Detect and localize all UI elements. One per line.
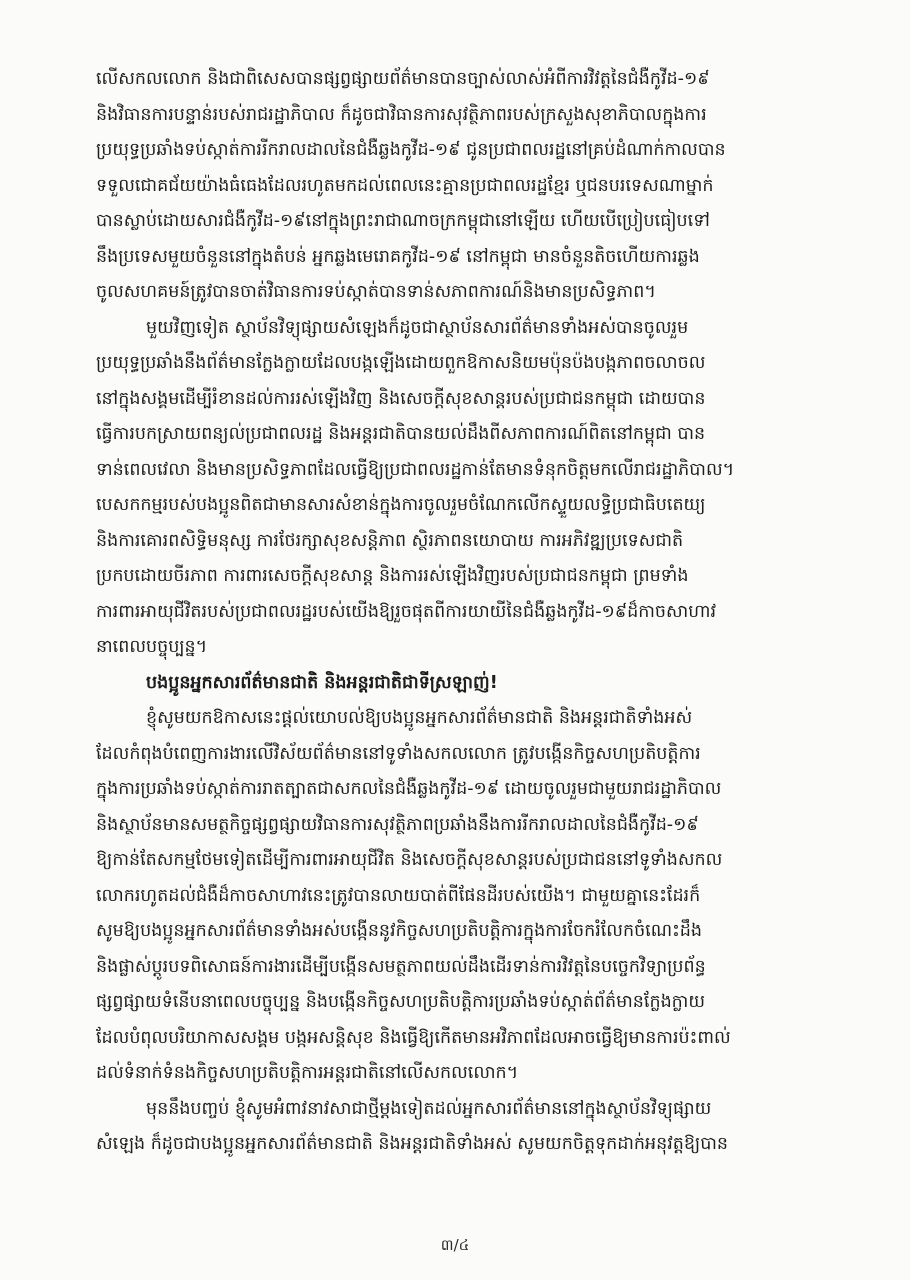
text-line: សូមឱ្យបងប្អូនអ្នកសារព័ត៌មានទាំងអស់បង្កើននូវកិច្ចសហប្រតិបត្តិការក្នុងការចែករំលែកចំណេះដឹង (96, 921, 703, 941)
text-line: ដែលកំពុងបំពេញការងារលើវិស័យព័ត៌មាននៅទូទាំងសកលលោក ត្រូវបង្កើនកិច្ចសហប្រតិបត្តិការ (96, 743, 701, 764)
section-heading: បងប្អូនអ្នកសារព័ត៌មានជាតិ និងអន្តរជាតិជាទីស្រឡាញ់! (146, 672, 498, 693)
text-line: ប្រយុទ្ធប្រឆាំងនឹងព័ត៌មានក្លែងក្លាយដែលបង្កឡើងដោយពួកឱកាសនិយមប៉ុនប៉ងបង្កភាពចលាចល (96, 353, 706, 373)
document-body (96, 62, 824, 1163)
text-line: នៅក្នុងសង្គមដើម្បីរំខានដល់ការរស់ឡើងវិញ និងសេចក្តីសុខសាន្តរបស់ប្រជាជនកម្ពុជា ដោយបាន (96, 388, 706, 409)
text-line: ការពារអាយុជីវិតរបស់ប្រជាពលរដ្ឋរបស់យើងឱ្យរួចផុតពីការយាយីនៃជំងឺឆ្លងកូវីដ-១៩ដ៏កាចសាហាវ (96, 601, 717, 622)
text-line: លើសកលលោក និងជាពិសេសបានផ្សព្វផ្សាយព័ត៌មានបានច្បាស់លាស់អំពីការវិវត្តនៃជំងឺកូវីដ-១៩ (96, 69, 710, 89)
text-line: ប្រកបដោយចីរភាព ការពារសេចក្តីសុខសាន្ត និងការរស់ឡើងវិញរបស់ប្រជាជនកម្ពុជា ព្រមទាំង (96, 566, 689, 586)
text-line: ទទួលជោគជ័យយ៉ាងធំធេងដែលរហូតមកដល់ពេលនេះគ្មានប្រជាពលរដ្ឋខ្មែរ ឬជនបរទេសណាម្នាក់ (96, 175, 714, 196)
text-line: ធ្វើការបកស្រាយពន្យល់ប្រជាពលរដ្ឋ និងអន្តរជាតិបានយល់ដឹងពីសភាពការណ៍ពិតនៅកម្ពុជា បាន (96, 424, 706, 444)
text-line: ដែលបំពុលបរិយាកាសសង្គម បង្កអសន្តិសុខ និងធ្វើឱ្យកើតមានអវិភាពដែលអាចធ្វើឱ្យមានការប៉ះពាល់ (96, 1027, 731, 1048)
text-line: សំឡេង ក៏ដូចជាបងប្អូនអ្នកសារព័ត៌មានជាតិ និងអន្តរជាតិទាំងអស់ សូមយកចិត្តទុកដាក់អនុវត្តឱ្យបាន (96, 1134, 729, 1154)
page-number: ៣/៤ (440, 1236, 470, 1254)
text-line: និងវិធានការបន្ទាន់របស់រាជរដ្ឋាភិបាល ក៏ដូចជាវិធានការសុវត្ថិភាពរបស់ក្រសួងសុខាភិបាលក្នុងការ (96, 104, 707, 125)
text-line: ផ្សព្វផ្សាយទំនើបនាពេលបច្ចុប្បន្ន និងបង្កើនកិច្ចសហប្រតិបត្តិការប្រឆាំងទប់ស្កាត់ព័ត៌មានក្លែងក្លាយ (96, 992, 706, 1012)
text-line: លោករហូតដល់ជំងឺដ៏កាចសាហាវនេះត្រូវបានលាយបាត់ពីផែនដីរបស់យើង។ ជាមួយគ្នានេះដែរក៏ (96, 885, 701, 906)
text-line: ឱ្យកាន់តែសកម្មថែមទៀតដើម្បីការពារអាយុជីវិត និងសេចក្តីសុខសាន្តរបស់ប្រជាជននៅទូទាំងសកល (96, 850, 723, 870)
text-line: ចូលសហគមន៍ត្រូវបានចាត់វិធានការទប់ស្កាត់បានទាន់សភាពការណ៍និងមានប្រសិទ្ធភាព។ (96, 282, 656, 302)
text-line: ដល់ទំនាក់ទំនងកិច្ចសហប្រតិបត្តិការអន្តរជាតិនៅលើសកលលោក។ (96, 1063, 519, 1083)
paragraph-first-line: ខ្ញុំសូមយកឱកាសនេះផ្តល់យោបល់ឱ្យបងប្អូនអ្នកសារព័ត៌មានជាតិ និងអន្តរជាតិទាំងអស់ (146, 708, 693, 728)
text-line: និងស្ថាប័នមានសមត្ថកិច្ចផ្សព្វផ្សាយវិធានការសុវត្ថិភាពប្រឆាំងនឹងការរីករាលដាលនៃជំងឺកូវីដ-១៩ (96, 814, 699, 835)
text-line: បានស្លាប់ដោយសារជំងឺកូវីដ-១៩នៅក្នុងព្រះរាជាណាចក្រកម្ពុជានៅឡើយ ហើយបើប្រៀបធៀបទៅ (96, 211, 710, 231)
text-line: ទាន់ពេលវេលា និងមានប្រសិទ្ធភាពដែលធ្វើឱ្យប្រជាពលរដ្ឋកាន់តែមានទំនុកចិត្តមកលើរាជរដ្ឋាភិបាល។ (96, 459, 735, 480)
text-line: និងការគោរពសិទ្ធិមនុស្ស ការថែរក្សាសុខសន្តិភាព ស្ថិរភាពនយោបាយ ការអភិវឌ្ឍប្រទេសជាតិ (96, 530, 684, 551)
text-line: បេសកកម្មរបស់បងប្អូនពិតជាមានសារសំខាន់ក្នុងការចូលរួមចំណែកលើកស្ទួយលទ្ធិប្រជាធិបតេយ្យ (96, 495, 706, 515)
text-line: នឹងប្រទេសមួយចំនួននៅក្នុងតំបន់ អ្នកឆ្លងមេរោគកូវីដ-១៩ នៅកម្ពុជា មានចំនួនតិចហើយការឆ្លង (96, 246, 700, 267)
text-line: ក្នុងការប្រឆាំងទប់ស្កាត់ការរាតត្បាតជាសកលនៃជំងឺឆ្លងកូវីដ-១៩ ដោយចូលរួមជាមួយរាជរដ្ឋាភិបាល (96, 779, 722, 799)
text-line: និងផ្លាស់ប្តូរបទពិសោធន៍ការងារដើម្បីបង្កើនសមត្ថភាពយល់ដឹងដើរទាន់ការវិវត្តនៃបច្ចេកវិទ្យាប្រព័ន្ធ (96, 956, 706, 977)
text-line: នាពេលបច្ចុប្បន្ន។ (96, 637, 208, 657)
paragraph-first-line: មួយវិញទៀត ស្ថាប័នវិទ្យុផ្សាយសំឡេងក៏ដូចជាស្ថាប័នសារព័ត៌មានទាំងអស់បានចូលរួម (146, 317, 689, 338)
paragraph-first-line: មុននឹងបញ្ចប់ ខ្ញុំសូមអំពាវនាវសាជាថ្មីម្តងទៀតដល់អ្នកសារព័ត៌មាននៅក្នុងស្ថាប័នវិទ្យុផ្សាយ (146, 1098, 712, 1119)
text-line: ប្រយុទ្ធប្រឆាំងទប់ស្កាត់ការរីករាលដាលនៃជំងឺឆ្លងកូវីដ-១៩ ជូនប្រជាពលរដ្ឋនៅគ្រប់ដំណាក់កាលបាន (96, 140, 726, 160)
